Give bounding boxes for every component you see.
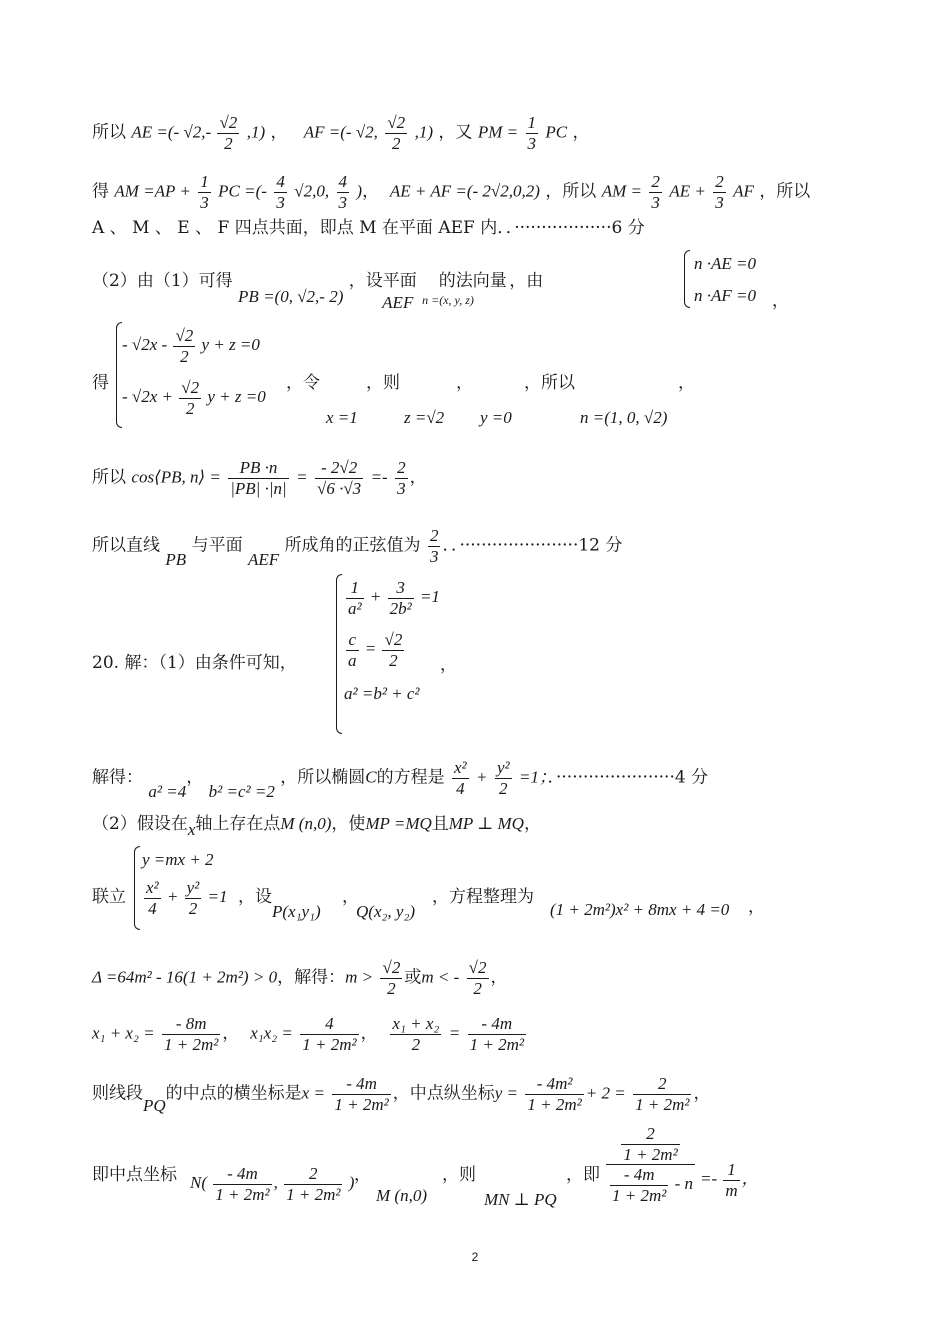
fraction: $\frac{√2}{2}$ [468,958,487,998]
math: ,1) [246,122,266,142]
fraction: $\frac{\text{y²}}{2}$ [496,758,510,798]
math: Q(x₂, y₂) [356,902,416,921]
math: n =(1, 0, √2) [580,408,668,427]
fraction: $\frac{\text{- 4m²}}{\text{1 + 2m²}}$ [527,1074,582,1114]
text: 解得： [92,767,143,788]
text: ，所以椭圆 [280,767,366,788]
line-10: （2）假设在x轴上存在点M (n,0)，使MP =MQ且MP ⊥ MQ， [92,814,541,839]
text: ，所以 [759,181,811,202]
math: N( $\frac{- 4m}{\text{1 + 2m²}}$ , $\frac{2}{\text{1 + 2m²}}$ ) [190,1164,355,1204]
line-3 [92,220,645,237]
text: 得 [92,373,109,393]
math: M (n,0) [376,1186,427,1205]
math: m < - [421,967,460,987]
line-14: 则线段PQ的中点的横坐标是x = $\frac{- 4m}{\text{1 + 2m²}}$ ，中点纵坐标y = $\frac{\text{- 4m²}}{\text{1 + 2m²}}$ + 2 = $\frac{2}{\text{1 + 2m²}}$ ， [92,1074,711,1115]
fraction: $\frac{4}{\text{1 + 2m²}}$ [302,1014,357,1054]
text: 则线段 [92,1083,143,1104]
math: C [365,767,377,787]
math: PB [165,549,187,569]
math: n =(x, y, z) [422,293,474,307]
line-6: 所以 cos⟨PB, n⟩ = $\frac{PB \cdot n}{|PB| \cdot|n|}$ = $\frac{- 2√2}{√6 \cdot√3}$ =- $\frac{2}{3}$ ， [92,458,427,498]
text: 的法向量 [438,271,507,291]
text: ， [572,122,590,143]
fraction: $\frac{1}{3}$ [527,113,536,153]
math: MP ⊥ MQ [448,814,524,833]
fraction: $\frac{1}{3}$ [200,172,209,212]
fraction: $\frac{√2}{2}$ [387,113,406,153]
math: + 2 = [585,1083,626,1103]
score: 12 分 [578,535,623,556]
math: AE + AF =(- 2√2,0,2) [389,181,540,201]
math: P(x₁y₁) [272,902,321,921]
math: AM = [601,181,642,201]
text: ，解得： [277,967,346,988]
score: 6 分 [611,218,645,238]
math: x₁x₂ = [250,1023,293,1043]
math: a² =4 [148,781,187,801]
text: 20. 解：（1）由条件可知， [92,653,297,673]
text: 所以 [92,122,126,143]
line-13: x₁ + x₂ = $\frac{- 8m}{\text{1 + 2m²}}$ ， x₁x₂ = $\frac{4}{\text{1 + 2m²}}$ ， $\frac{\text{x₁ + x₂}}{2}$ = $\frac{- 4m}{\text{1 + 2m²}}$ [92,1014,524,1054]
line-4 [92,271,544,312]
fraction: $\frac{√2}{2}$ [219,113,238,153]
text: ，又 [438,122,473,143]
fraction: $\frac{- 8m}{\text{1 + 2m²}}$ [164,1014,219,1054]
fraction: $\frac{2}{3}$ [651,172,660,212]
equation: - √2x + $\frac{√2}{2}$ y + z =0 [122,378,266,418]
fraction: $\frac{- 4m}{\text{1 + 2m²}}$ [469,1014,524,1054]
text: 得 [92,181,109,202]
math: x₁ + x₂ = [92,1023,155,1043]
line-12: Δ =64m² - 16(1 + 2m²) > 0，解得：m > $\frac{√2}{2}$ 或m < - $\frac{√2}{2}$ ， [92,958,508,998]
complex-fraction: $\frac{2}{\text{1 + 2m²}}$ $\frac{- 4m}{\text{1 + 2m²}}$ - n [604,1124,697,1205]
math: MP =MQ [365,814,432,833]
math: x [187,820,196,839]
vec-AE: AE =(- √2,- [131,122,216,142]
fraction: $\frac{\text{x₁ + x₂}}{2}$ [392,1014,440,1054]
math: AEF [382,293,414,312]
equation: - √2x - $\frac{√2}{2}$ y + z =0 [122,326,260,366]
line-1 [92,113,590,153]
math: ,1) [414,122,433,142]
math: PQ [143,1095,166,1115]
math: PM = [477,122,519,142]
math: MN ⊥ PQ [484,1190,557,1209]
fraction: $\frac{√2}{2}$ [382,958,401,998]
math: x =1 [326,408,358,427]
math: AE + [669,181,706,201]
brace [134,846,140,930]
text: ，令 [286,373,320,393]
leader-dots: ······················ [459,535,579,556]
math: =- [370,467,388,487]
fraction: $\frac{- 4m}{\text{1 + 2m²}}$ [334,1074,389,1114]
text: 所成角的正弦值为 [284,535,421,556]
fraction: $\frac{2}{3}$ [397,458,406,498]
math: y =0 [480,408,512,427]
line-2: 得 AM =AP + $\frac{1}{3}$ PC =(- $\frac{4}{3}$ √2,0, $\frac{4}{3}$ )， AE + AF =(- 2√2,0,2) ，所以 AM = $\frac{2}{3}$ AE + $\frac{2}{3}$ AF ，所以 [92,172,811,212]
text: ，方程整理为 [432,887,534,907]
fraction: $\frac{PB \cdot n}{|PB| \cdot|n|}$ [230,458,287,498]
text: 联立 [92,887,126,907]
text: ，由 [509,271,544,291]
math: Δ =64m² - 16(1 + 2m²) > 0 [92,967,278,987]
text: A 、 M 、 E 、 F 四点共面，即点 M 在平面 AEF 内．． [92,218,515,238]
text: ， [678,373,695,393]
math: AEF [248,549,280,569]
math: M (n,0) [280,814,332,833]
text: （2）假设在 [92,814,188,834]
text: ， [456,373,473,393]
fraction: $\frac{2}{3}$ [715,172,724,212]
text: 所以 [92,467,126,488]
text: ，则 [366,373,400,393]
fraction: $\frac{- 2√2}{√6 \cdot√3}$ [317,458,362,498]
math: =- $\frac{1}{m}$ ， [700,1160,759,1200]
line-7: 所以直线 PB 与平面 AEF 所成角的正弦值为 $\frac{2}{3}$ ．．······················12 分 [92,526,623,569]
fraction: $\frac{2}{3}$ [429,526,439,566]
math: PC =(- [218,181,267,201]
brace [684,250,690,308]
math: AM =AP + [114,181,191,201]
fraction: $\frac{\text{x²}}{4}$ [453,758,467,798]
math: AF [733,181,754,201]
leader-dots: ······················ [555,767,675,788]
text: ，使 [331,814,366,834]
text: ， [354,1165,371,1185]
text: 轴上存在点 [195,814,281,834]
math: m > [345,967,374,987]
math: cos⟨PB, n⟩ = [131,467,221,487]
equation: $\frac{1}{\text{a²}}$ + $\frac{3}{\text{2b²}}$ =1 [348,578,440,618]
text: ， [772,291,789,311]
score: 4 分 [674,767,709,788]
math: n ·AE =0 [694,254,756,273]
text: ，设 [238,887,272,907]
text: 所以直线 [92,535,160,556]
text: 与平面 [191,535,243,556]
text: 的方程是 [376,767,445,788]
vec-PB: PB =(0, √2,- 2) [238,287,344,306]
text: （2）由（1）可得 [92,271,233,291]
math: b² =c² =2 [208,781,275,801]
math: √2,0, [294,181,330,201]
text: ， [342,887,359,907]
equation: $\frac{c}{a}$ = $\frac{√2}{2}$ [348,630,403,670]
text: ，所以 [524,373,575,393]
text: ，则 [442,1165,476,1185]
math: x = [301,1083,325,1103]
fraction: $\frac{2}{\text{1 + 2m²}}$ [635,1074,690,1114]
leader-dots: ·················· [514,218,612,238]
text: 或 [404,967,422,988]
equation: $\frac{\text{x²}}{4}$ + $\frac{\text{y²}}{2}$ =1 [146,878,228,918]
text: 且 [431,814,449,834]
text: ， [440,655,457,675]
equation: a² =b² + c² [344,684,420,703]
math: y = [494,1083,518,1103]
text: 即中点坐标 [92,1165,177,1185]
fraction: $\frac{4}{3}$ [276,172,285,212]
math: (1 + 2m²)x² + 8mx + 4 =0 [550,900,730,919]
vec-AF: AF =(- √2, [303,122,378,142]
math: PC [545,122,568,142]
text: 的中点的横坐标是 [165,1083,302,1104]
page-number: 2 [471,1250,479,1264]
math: z =√2 [404,408,445,427]
math: n ·AF =0 [694,286,756,305]
equation: y =mx + 2 [142,850,214,869]
text: ，设平面 [348,271,417,291]
text: ， [270,122,288,143]
text: ，中点纵坐标 [392,1083,495,1104]
fraction: $\frac{4}{3}$ [338,172,348,212]
text: ， [748,897,765,917]
line-9: 解得： a² =4， b² =c² =2 ，所以椭圆C的方程是 $\frac{\text{x²}}{4}$ + $\frac{\text{y²}}{2}$ =1；．······················4 分 [92,758,709,801]
text: ，所以 [545,181,597,202]
text: ，即 [566,1165,600,1185]
math: =1； [519,767,548,787]
brace [336,574,342,734]
